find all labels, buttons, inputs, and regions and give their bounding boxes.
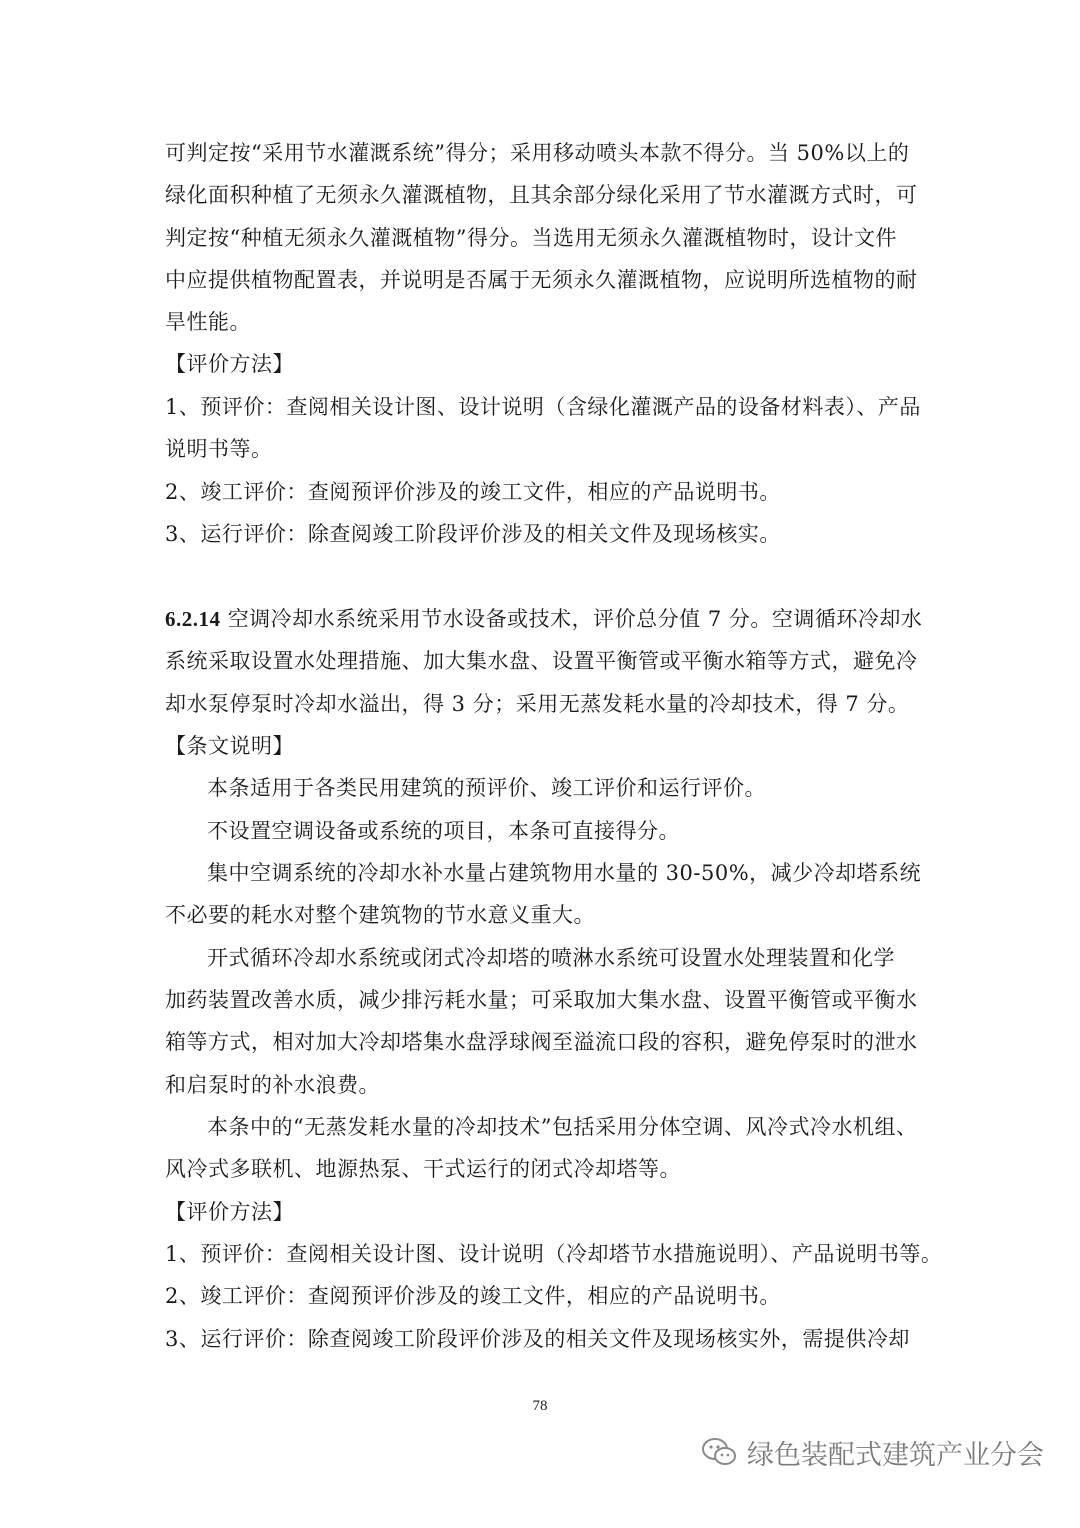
clause-number: 6.2.14 (165, 607, 221, 631)
clause-line: 却水泵停泵时冷却水溢出，得 3 分；采用无蒸发耗水量的冷却技术，得 7 分。 (165, 692, 910, 716)
paragraph-line: 不设置空调设备或系统的项目，本条可直接得分。 (207, 819, 680, 843)
paragraph-line: 本条适用于各类民用建筑的预评价、竣工评价和运行评价。 (207, 776, 766, 800)
paragraph-line: 旱性能。 (165, 310, 251, 334)
paragraph-line: 集中空调系统的冷却水补水量占建筑物用水量的 30-50%，减少冷却塔系统 (207, 861, 922, 885)
list-item: 2、竣工评价：查阅预评价涉及的竣工文件，相应的产品说明书。 (165, 1284, 781, 1308)
watermark (701, 1432, 1044, 1472)
paragraph-line: 判定按“种植无须永久灌溉植物”得分。当选用无须永久灌溉植物时，设计文件 (165, 226, 897, 250)
paragraph-line: 风冷式多联机、地源热泵、干式运行的闭式冷却塔等。 (165, 1157, 681, 1181)
wechat-icon (701, 1437, 737, 1467)
paragraph-line: 不必要的耗水对整个建筑物的节水意义重大。 (165, 903, 595, 927)
paragraph-line: 开式循环冷却水系统或闭式冷却塔的喷淋水系统可设置水处理装置和化学 (207, 946, 895, 970)
paragraph-line: 加药装置改善水质，减少排污耗水量；可采取加大集水盘、设置平衡管或平衡水 (165, 988, 918, 1012)
clause-first-line (165, 604, 922, 634)
paragraph-line: 和启泵时的补水浪费。 (165, 1073, 380, 1097)
watermark-text: 绿色装配式建筑产业分会 (747, 1439, 1044, 1471)
list-item: 说明书等。 (165, 437, 273, 461)
clause-line: 系统采取设置水处理措施、加大集水盘、设置平衡管或平衡水箱等方式，避免冷 (165, 649, 918, 673)
paragraph-line: 中应提供植物配置表，并说明是否属于无须永久灌溉植物，应说明所选植物的耐 (165, 268, 918, 292)
clause-text: 空调冷却水系统采用节水设备或技术，评价总分值 7 分。空调循环冷却水 (227, 607, 923, 631)
paragraph-line: 绿化面积种植了无须永久灌溉植物，且其余部分绿化采用了节水灌溉方式时，可 (165, 183, 918, 207)
paragraph-line: 本条中的“无蒸发耗水量的冷却技术”包括采用分体空调、风冷式冷水机组、 (207, 1115, 918, 1139)
list-item: 1、预评价：查阅相关设计图、设计说明（冷却塔节水措施说明）、产品说明书等。 (165, 1242, 943, 1266)
section-heading: 【评价方法】 (165, 1200, 294, 1224)
list-item: 2、竣工评价：查阅预评价涉及的竣工文件，相应的产品说明书。 (165, 480, 781, 504)
paragraph-line: 可判定按“采用节水灌溉系统”得分；采用移动喷头本款不得分。当 50%以上的 (165, 141, 910, 165)
section-heading: 【评价方法】 (165, 352, 294, 376)
list-item: 3、运行评价：除查阅竣工阶段评价涉及的相关文件及现场核实外，需提供冷却 (165, 1327, 910, 1351)
paragraph-line: 箱等方式，相对加大冷却塔集水盘浮球阀至溢流口段的容积，避免停泵时的泄水 (165, 1030, 918, 1054)
list-item: 3、运行评价：除查阅竣工阶段评价涉及的相关文件及现场核实。 (165, 522, 781, 546)
list-item: 1、预评价：查阅相关设计图、设计说明（含绿化灌溉产品的设备材料表）、产品 (165, 395, 921, 419)
page-number: 78 (532, 1398, 548, 1414)
section-heading: 【条文说明】 (165, 734, 294, 758)
